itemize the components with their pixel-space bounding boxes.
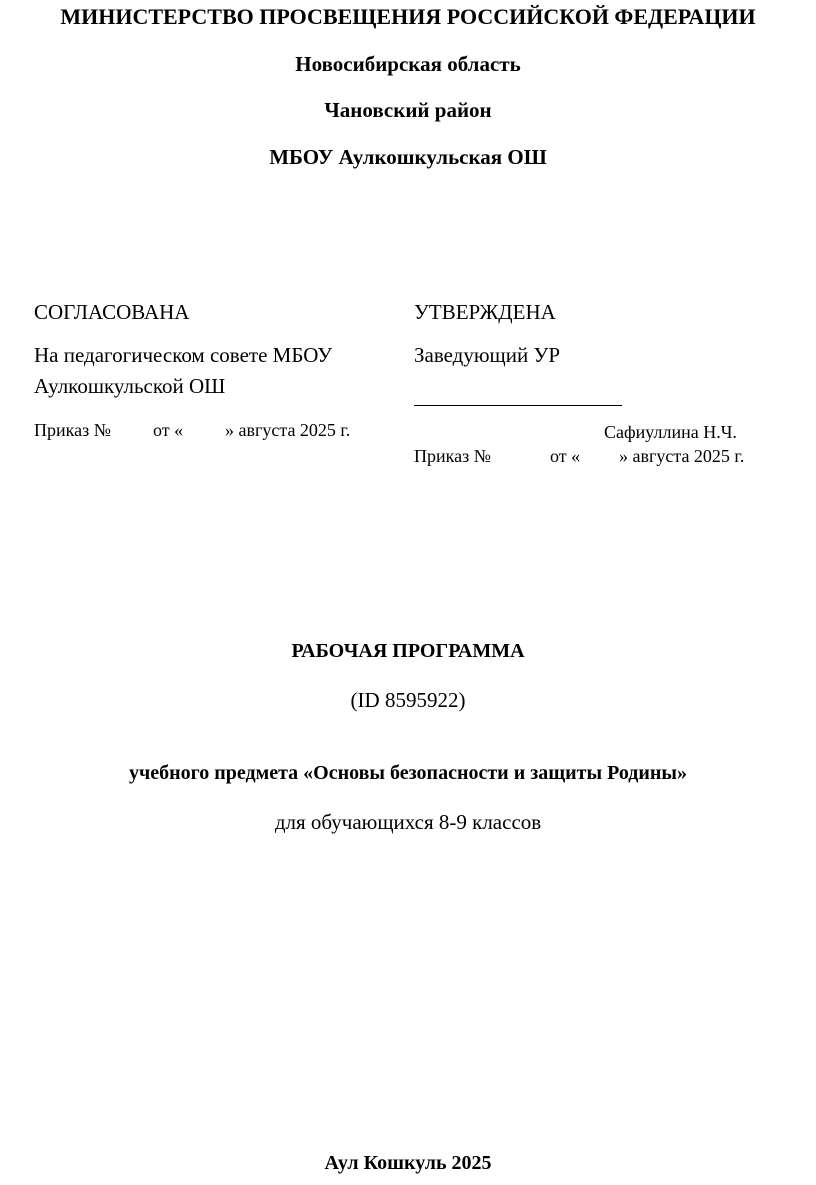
place-year: Аул Кошкуль 2025 <box>324 1152 492 1174</box>
agreed-body-line1: На педагогическом совете МБОУ <box>34 343 333 367</box>
agreed-body-line2: Аулкошкульской ОШ <box>34 374 226 398</box>
agreed-order-from: от « <box>153 420 184 440</box>
school-heading: МБОУ Аулкошкульская ОШ <box>269 145 547 169</box>
approved-order-from: от « <box>550 446 581 466</box>
ministry-heading: МИНИСТЕРСТВО ПРОСВЕЩЕНИЯ РОССИЙСКОЙ ФЕДЕРАЦИИ <box>60 4 756 29</box>
signature-line <box>414 405 622 406</box>
audience-line: для обучающихся 8-9 классов <box>274 810 542 834</box>
agreed-order-date: » августа 2025 г. <box>225 420 351 440</box>
approved-heading: УТВЕРЖДЕНА <box>414 300 556 324</box>
program-id: (ID 8595922) <box>350 688 466 712</box>
approved-position: Заведующий УР <box>414 343 560 367</box>
agreed-heading: СОГЛАСОВАНА <box>34 300 190 324</box>
program-title: РАБОЧАЯ ПРОГРАММА <box>291 640 525 662</box>
subject-title: учебного предмета «Основы безопасности и защиты Родины» <box>128 762 688 784</box>
region-heading: Новосибирская область <box>295 52 521 76</box>
approved-order-date: » августа 2025 г. <box>619 446 745 466</box>
approved-order-label: Приказ № <box>414 446 491 466</box>
agreed-order-label: Приказ № <box>34 420 111 440</box>
approved-name: Сафиуллина Н.Ч. <box>604 422 737 442</box>
district-heading: Чановский район <box>324 98 492 122</box>
